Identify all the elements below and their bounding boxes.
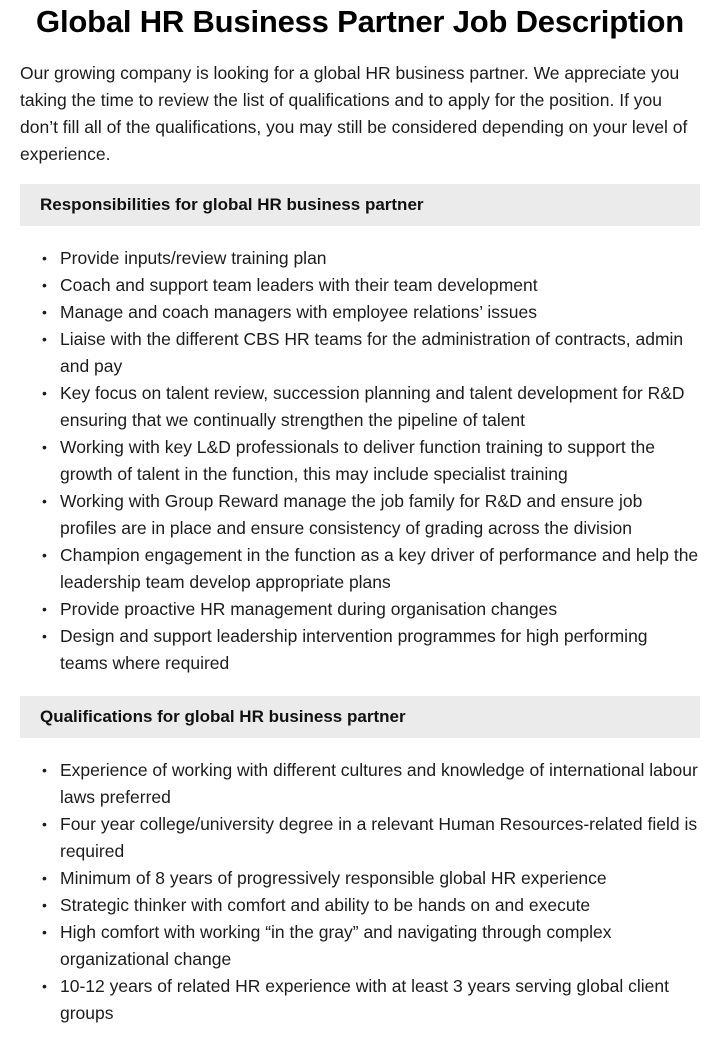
list-item: • Working with key L&D professionals to deliver function training to support the growth of talent in the function, this may include specialist training [60, 434, 700, 488]
list-item: • Working with Group Reward manage the job family for R&D and ensure job profiles are in place and ensure consistency of grading across the division [60, 488, 700, 542]
bullet-icon: • [42, 439, 47, 455]
list-item: • Key focus on talent review, succession planning and talent development for R&D ensuring that we continually strengthen the pipeline of talent [60, 380, 700, 434]
list-item: • Manage and coach managers with employee relations’ issues [60, 299, 700, 326]
list-item: • Provide proactive HR management during organisation changes [60, 596, 700, 623]
responsibilities-list [20, 245, 700, 677]
responsibilities-heading [20, 184, 700, 226]
qualifications-heading [20, 696, 700, 738]
list-item: • Experience of working with different cultures and knowledge of international labour laws preferred [60, 757, 700, 811]
list-item: • Coach and support team leaders with their team development [60, 272, 700, 299]
list-item: • Design and support leadership intervention programmes for high performing teams where required [60, 623, 700, 677]
bullet-icon: • [42, 870, 47, 886]
bullet-icon: • [42, 816, 47, 832]
qualifications-list [20, 757, 700, 1027]
bullet-icon: • [42, 978, 47, 994]
bullet-icon: • [42, 493, 47, 509]
list-item: • Strategic thinker with comfort and ability to be hands on and execute [60, 892, 700, 919]
bullet-icon: • [42, 250, 47, 266]
bullet-icon: • [42, 304, 47, 320]
list-item: • Champion engagement in the function as a key driver of performance and help the leadership team develop appropriate plans [60, 542, 700, 596]
list-item: • Liaise with the different CBS HR teams for the administration of contracts, admin and pay [60, 326, 700, 380]
bullet-icon: • [42, 601, 47, 617]
responsibilities-heading-text: Responsibilities for global HR business partner [40, 195, 424, 214]
bullet-icon: • [42, 547, 47, 563]
list-item: • High comfort with working “in the gray” and navigating through complex organizational change [60, 919, 700, 973]
intro-paragraph: Our growing company is looking for a global HR business partner. We appreciate you taking the time to review the list of qualifications and to apply for the position. If you don’t fill all of the qualifications, you may still be considered depending on your level of experience. [20, 63, 688, 164]
bullet-icon: • [42, 762, 47, 778]
list-item: • Minimum of 8 years of progressively responsible global HR experience [60, 865, 700, 892]
list-item: • Four year college/university degree in a relevant Human Resources-related field is required [60, 811, 700, 865]
bullet-icon: • [42, 628, 47, 644]
bullet-icon: • [42, 385, 47, 401]
bullet-icon: • [42, 277, 47, 293]
bullet-icon: • [42, 897, 47, 913]
qualifications-heading-text: Qualifications for global HR business partner [40, 707, 406, 726]
bullet-icon: • [42, 331, 47, 347]
bullet-icon: • [42, 924, 47, 940]
page-title: Global HR Business Partner Job Description [36, 4, 684, 39]
list-item: • Provide inputs/review training plan [60, 245, 700, 272]
list-item: • 10-12 years of related HR experience with at least 3 years serving global client groups [60, 973, 700, 1027]
